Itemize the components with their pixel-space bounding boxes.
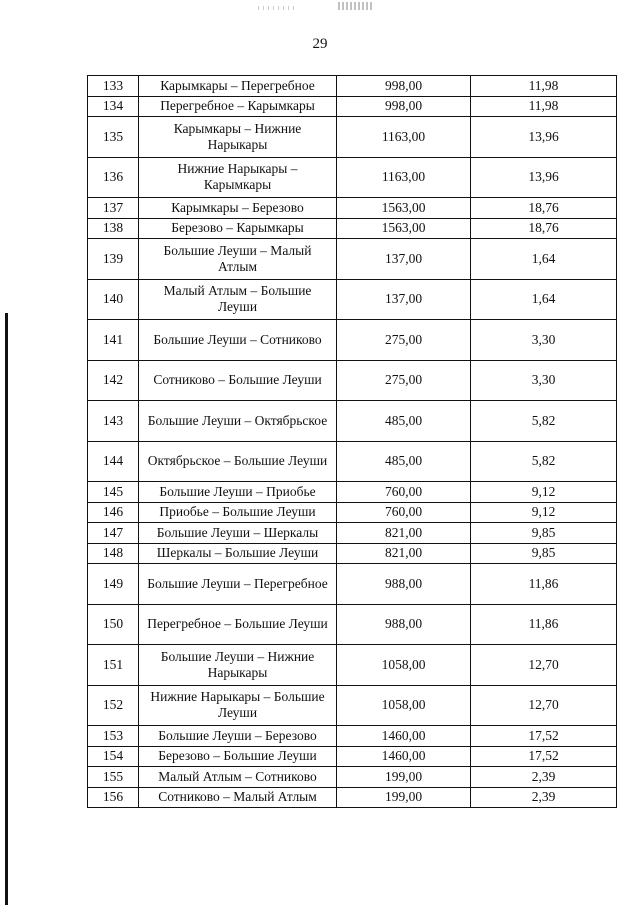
row-number-cell: 143 — [88, 401, 139, 442]
table-row — [88, 543, 617, 564]
table-row — [88, 604, 617, 645]
fare-cell: 1,64 — [471, 279, 617, 320]
route-cell: Большие Леуши – Шеркалы — [139, 523, 337, 544]
route-cell: Сотниково – Большие Леуши — [139, 360, 337, 401]
distance-cell: 1460,00 — [337, 726, 471, 747]
row-number-cell: 142 — [88, 360, 139, 401]
fare-cell: 11,98 — [471, 76, 617, 97]
row-number-cell: 133 — [88, 76, 139, 97]
fare-cell: 2,39 — [471, 767, 617, 788]
row-number-cell: 151 — [88, 645, 139, 686]
table-row — [88, 76, 617, 97]
scan-edge-bar — [5, 313, 8, 905]
table-row — [88, 502, 617, 523]
table-row — [88, 564, 617, 605]
route-cell: Большие Леуши – Малый Атлым — [139, 239, 337, 280]
fare-cell: 2,39 — [471, 787, 617, 808]
fare-cell: 13,96 — [471, 117, 617, 158]
distance-cell: 760,00 — [337, 502, 471, 523]
distance-cell: 1163,00 — [337, 157, 471, 198]
distance-cell: 137,00 — [337, 239, 471, 280]
route-cell: Карымкары – Березово — [139, 198, 337, 219]
fare-table-body — [88, 76, 617, 808]
table-row — [88, 218, 617, 239]
scan-artifact — [258, 6, 298, 10]
page-number: 29 — [312, 36, 328, 52]
route-cell: Большие Леуши – Октябрьское — [139, 401, 337, 442]
fare-cell: 17,52 — [471, 746, 617, 767]
distance-cell: 1563,00 — [337, 198, 471, 219]
route-cell: Малый Атлым – Большие Леуши — [139, 279, 337, 320]
distance-cell: 1460,00 — [337, 746, 471, 767]
distance-cell: 760,00 — [337, 482, 471, 503]
fare-cell: 1,64 — [471, 239, 617, 280]
table-row — [88, 320, 617, 361]
fare-cell: 12,70 — [471, 645, 617, 686]
route-cell: Карымкары – Нижние Нарыкары — [139, 117, 337, 158]
route-cell: Шеркалы – Большие Леуши — [139, 543, 337, 564]
table-row — [88, 117, 617, 158]
route-cell: Большие Леуши – Перегребное — [139, 564, 337, 605]
distance-cell: 821,00 — [337, 543, 471, 564]
distance-cell: 988,00 — [337, 604, 471, 645]
fare-cell: 12,70 — [471, 685, 617, 726]
scan-artifact — [338, 2, 372, 10]
fare-table — [87, 75, 617, 808]
fare-cell: 11,86 — [471, 604, 617, 645]
table-row — [88, 239, 617, 280]
table-row — [88, 746, 617, 767]
distance-cell: 485,00 — [337, 441, 471, 482]
route-cell: Сотниково – Малый Атлым — [139, 787, 337, 808]
fare-cell: 18,76 — [471, 218, 617, 239]
fare-cell: 11,86 — [471, 564, 617, 605]
route-cell: Перегребное – Карымкары — [139, 96, 337, 117]
table-row — [88, 441, 617, 482]
distance-cell: 485,00 — [337, 401, 471, 442]
table-row — [88, 482, 617, 503]
table-row — [88, 198, 617, 219]
fare-cell: 5,82 — [471, 441, 617, 482]
row-number-cell: 149 — [88, 564, 139, 605]
distance-cell: 998,00 — [337, 96, 471, 117]
row-number-cell: 150 — [88, 604, 139, 645]
fare-cell: 9,85 — [471, 543, 617, 564]
fare-cell: 18,76 — [471, 198, 617, 219]
fare-cell: 3,30 — [471, 320, 617, 361]
row-number-cell: 155 — [88, 767, 139, 788]
distance-cell: 275,00 — [337, 320, 471, 361]
row-number-cell: 148 — [88, 543, 139, 564]
row-number-cell: 136 — [88, 157, 139, 198]
distance-cell: 199,00 — [337, 767, 471, 788]
table-row — [88, 787, 617, 808]
distance-cell: 1563,00 — [337, 218, 471, 239]
route-cell: Березово – Большие Леуши — [139, 746, 337, 767]
row-number-cell: 146 — [88, 502, 139, 523]
row-number-cell: 152 — [88, 685, 139, 726]
route-cell: Березово – Карымкары — [139, 218, 337, 239]
route-cell: Октябрьское – Большие Леуши — [139, 441, 337, 482]
row-number-cell: 144 — [88, 441, 139, 482]
route-cell: Большие Леуши – Сотниково — [139, 320, 337, 361]
row-number-cell: 138 — [88, 218, 139, 239]
table-row — [88, 685, 617, 726]
fare-cell: 9,12 — [471, 502, 617, 523]
fare-cell: 9,12 — [471, 482, 617, 503]
route-cell: Перегребное – Большие Леуши — [139, 604, 337, 645]
route-cell: Нижние Нарыкары – Карымкары — [139, 157, 337, 198]
table-row — [88, 96, 617, 117]
table-row — [88, 767, 617, 788]
distance-cell: 1058,00 — [337, 685, 471, 726]
table-row — [88, 401, 617, 442]
route-cell: Большие Леуши – Приобье — [139, 482, 337, 503]
route-cell: Большие Леуши – Березово — [139, 726, 337, 747]
distance-cell: 1058,00 — [337, 645, 471, 686]
table-row — [88, 157, 617, 198]
fare-cell: 17,52 — [471, 726, 617, 747]
fare-cell: 9,85 — [471, 523, 617, 544]
distance-cell: 199,00 — [337, 787, 471, 808]
fare-cell: 3,30 — [471, 360, 617, 401]
distance-cell: 821,00 — [337, 523, 471, 544]
row-number-cell: 147 — [88, 523, 139, 544]
row-number-cell: 139 — [88, 239, 139, 280]
row-number-cell: 137 — [88, 198, 139, 219]
row-number-cell: 153 — [88, 726, 139, 747]
fare-cell: 13,96 — [471, 157, 617, 198]
row-number-cell: 145 — [88, 482, 139, 503]
distance-cell: 1163,00 — [337, 117, 471, 158]
row-number-cell: 154 — [88, 746, 139, 767]
table-row — [88, 645, 617, 686]
distance-cell: 137,00 — [337, 279, 471, 320]
fare-cell: 5,82 — [471, 401, 617, 442]
route-cell: Нижние Нарыкары – Большие Леуши — [139, 685, 337, 726]
table-row — [88, 523, 617, 544]
row-number-cell: 135 — [88, 117, 139, 158]
route-cell: Малый Атлым – Сотниково — [139, 767, 337, 788]
table-row — [88, 360, 617, 401]
table-row — [88, 726, 617, 747]
route-cell: Большие Леуши – Нижние Нарыкары — [139, 645, 337, 686]
row-number-cell: 156 — [88, 787, 139, 808]
row-number-cell: 134 — [88, 96, 139, 117]
fare-cell: 11,98 — [471, 96, 617, 117]
table-row — [88, 279, 617, 320]
distance-cell: 275,00 — [337, 360, 471, 401]
route-cell: Карымкары – Перегребное — [139, 76, 337, 97]
distance-cell: 998,00 — [337, 76, 471, 97]
row-number-cell: 141 — [88, 320, 139, 361]
route-cell: Приобье – Большие Леуши — [139, 502, 337, 523]
distance-cell: 988,00 — [337, 564, 471, 605]
row-number-cell: 140 — [88, 279, 139, 320]
